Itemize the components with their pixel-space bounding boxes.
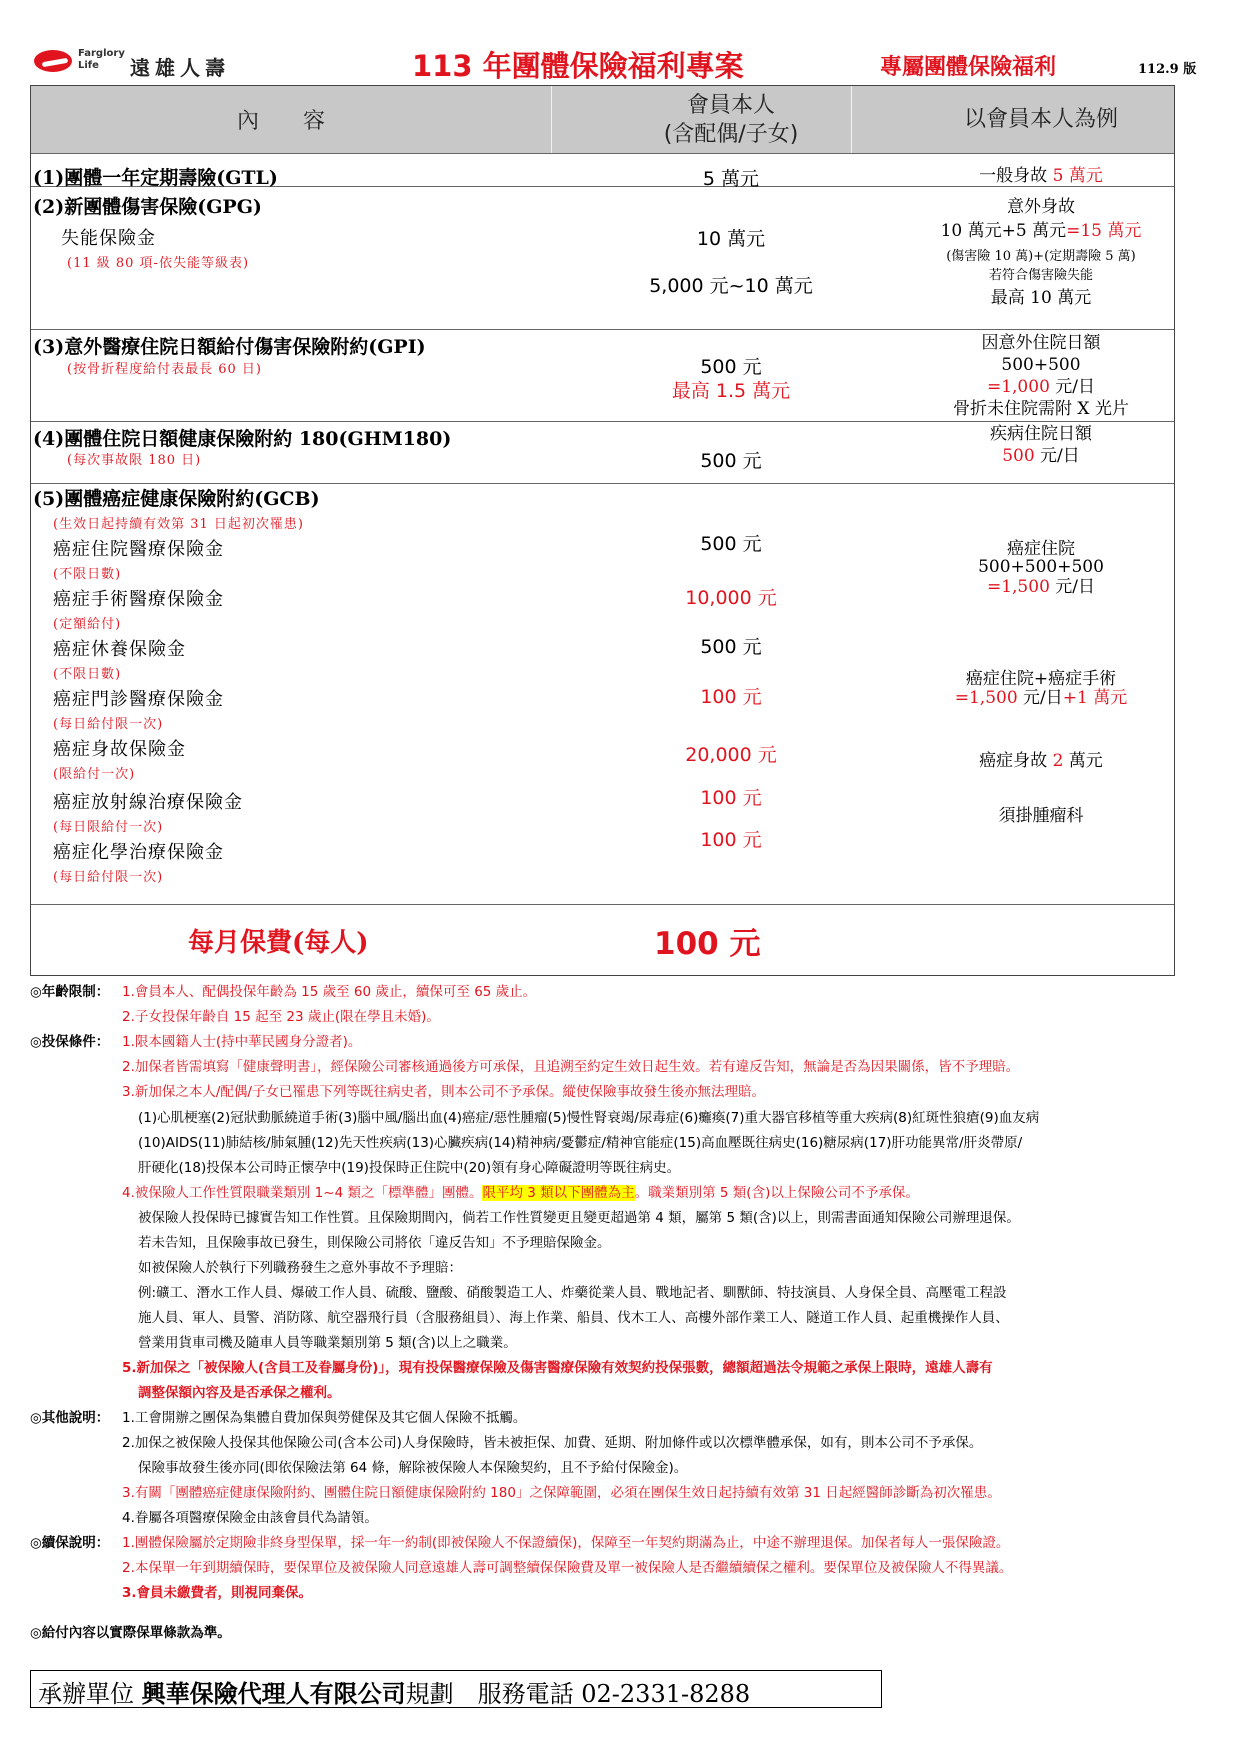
gcb-example-a2: 500+500+500 — [978, 557, 1104, 577]
cond-note-5b: 調整保額內容及是否承保之權利。 — [138, 1385, 341, 1401]
benefit-table — [30, 85, 1175, 976]
age-note-1: 1.會員本人、配偶投保年齡為 15 歲至 60 歲止，續保可至 65 歲止。 — [122, 984, 537, 1000]
other-note-4: 4.眷屬各項醫療保險金由該會員代為請領。 — [122, 1510, 378, 1526]
gpi-amount-2: 最高 1.5 萬元 — [671, 380, 791, 402]
gcb-example-a3: =1,500 元/日 — [986, 577, 1096, 597]
premium-label: 每月保費(每人) — [188, 928, 369, 958]
gtl-example: 一般身故 5 萬元 — [979, 166, 1103, 186]
gcb-example-c1: 癌症身故 2 萬元 — [979, 751, 1103, 771]
gtl-amount: 5 萬元 — [702, 168, 760, 190]
other-note-2b: 保險事故發生後亦同(即依保險法第 64 條，解除被保險人本保險契約，且不予給付保險金)。 — [138, 1460, 688, 1476]
footer-text: 承辦單位 興華保險代理人有限公司規劃 服務電話 02-2331-8288 — [38, 1679, 751, 1708]
renew-note-2: 2.本保單一年到期續保時，要保單位及被保險人同意遠雄人壽可調整續保保險費及單一被保險人是否繼續續保之權利。要保單位及被保險人不得異議。 — [122, 1560, 1013, 1576]
cond-note-5a: 5.新加保之「被保險人(含員工及眷屬身份)」，現有投保醫療保險及傷害醫療保險有效契約投保張數，總額超過法令規範之承保上限時，遠雄人壽有 — [122, 1360, 993, 1376]
version-label: 112.9 版 — [1138, 62, 1197, 77]
header-member-2: (含配偶/子女) — [663, 122, 799, 147]
gcb-item-amount: 100 元 — [700, 787, 762, 809]
gcb-example-b2: =1,500 元/日+1 萬元 — [954, 688, 1128, 708]
other-note-3: 3.有關「團體癌症健康保險附約、團體住院日額健康保險附約 180」之保障範圍，必須在團保生效日起持續有效第 31 日起經醫師診斷為初次罹患。 — [122, 1485, 1001, 1501]
ghm-title: (4)團體住院日額健康保險附約 180(GHM180) — [33, 428, 452, 450]
gcb-item-name: 癌症放射線治療保險金 — [53, 792, 243, 813]
cond-note-4g: 例:礦工、潛水工作人員、爆破工作人員、硫酸、鹽酸、硝酸製造工人、炸藥從業人員、戰地記者、馴獸師、特技演員、人身保全員、高壓電工程設 — [138, 1285, 1007, 1301]
cond-note-4d: 被保險人投保時已據實告知工作性質。且保險期間內，倘若工作性質變更且變更超過第 4 類，屬第 5 類(含)以上，則需書面通知保險公司辦理退保。 — [138, 1210, 1020, 1226]
gpi-title: (3)意外醫療住院日額給付傷害保險附約(GPI) — [33, 336, 426, 358]
ghm-example-1: 疾病住院日額 — [990, 424, 1092, 444]
gpg-title: (2)新團體傷害保險(GPG) — [33, 196, 262, 218]
table-header — [31, 86, 1174, 153]
cond-note-4i: 營業用貨車司機及隨車人員等職業類別第 5 類(含)以上之職業。 — [138, 1335, 517, 1351]
renew-note-1: 1.團體保險屬於定期險非終身型保單，採一年一約制(即被保險人不保證續保)，保障至一年契約期滿為止，中途不辦理退保。加保者每人一張保險證。 — [122, 1535, 1010, 1551]
final-note: ◎給付內容以實際保單條款為準。 — [30, 1625, 231, 1641]
cond-note-3b: (10)AIDS(11)肺結核/肺氣腫(12)先天性疾病(13)心臟疾病(14)精神病/憂鬱症/精神官能症(15)高血壓既往病史(16)糖尿病(17)肝功能異常/肝炎帶原/ — [138, 1135, 1023, 1151]
cond-note-3c: 肝硬化(18)投保本公司時正懷孕中(19)投保時正住院中(20)領有身心障礙證明等既往病史。 — [138, 1160, 681, 1176]
gcb-item-name: 癌症身故保險金 — [53, 739, 186, 760]
logo-mark-icon — [34, 50, 72, 72]
gcb-item-note: (定額給付) — [53, 617, 122, 632]
gcb-item-name: 癌症休養保險金 — [53, 639, 186, 660]
gcb-item-note: (每日給付限一次) — [53, 717, 164, 732]
gpi-amount-1: 500 元 — [700, 356, 762, 378]
gpi-example-1: 因意外住院日額 — [981, 333, 1101, 353]
gcb-item-note: (不限日數) — [53, 567, 122, 582]
gcb-item-note: (限給付一次) — [53, 767, 136, 782]
gtl-title: (1)團體一年定期壽險(GTL) — [33, 167, 278, 189]
header-content: 內 容 — [236, 109, 325, 134]
cond-note-1: 1.限本國籍人士(持中華民國身分證者)。 — [122, 1034, 362, 1050]
gpg-amount-1: 10 萬元 — [696, 228, 766, 250]
other-note-1: 1.工會開辦之團保為集體自費加保與勞健保及其它個人保險不抵觸。 — [122, 1410, 527, 1426]
logo-en-1: Farglory — [78, 48, 125, 59]
gcb-item-name: 癌症住院醫療保險金 — [53, 539, 224, 560]
renew-note-3: 3.會員未繳費者，則視同棄保。 — [122, 1585, 313, 1601]
ghm-example-2: 500 元/日 — [1002, 446, 1080, 466]
gcb-item-amount: 10,000 元 — [685, 587, 777, 609]
cond-note-4: 4.被保險人工作性質限職業類別 1~4 類之「標準體」團體。限平均 3 類以下團體為主。職業類別第 5 類(含)以上保險公司不予承保。 — [122, 1185, 919, 1201]
gpi-example-3: =1,000 元/日 — [986, 377, 1096, 397]
cond-note-4e: 若未告知，且保險事故已發生，則保險公司將依「違反告知」不予理賠保險金。 — [138, 1235, 611, 1251]
gcb-example-d1: 須掛腫瘤科 — [998, 806, 1084, 826]
ghm-note: (每次事故限 180 日) — [67, 453, 202, 468]
header-member-1: 會員本人 — [686, 93, 775, 118]
other-note-2a: 2.加保之被保險人投保其他保險公司(含本公司)人身保險時，皆未被拒保、加費、延期、附加條件或以次標準體承保，如有，則本公司不予承保。 — [122, 1435, 983, 1451]
gcb-example-a1: 癌症住院 — [1007, 539, 1075, 559]
cond-note-4h: 施人員、軍人、員警、消防隊、航空器飛行員（含服務組員）、海上作業、船員、伐木工人、高樓外部作業工人、隧道工作人員、起重機操作人員、 — [138, 1310, 1009, 1326]
gcb-item-amount: 20,000 元 — [685, 744, 777, 766]
gcb-example-b1: 癌症住院+癌症手術 — [965, 669, 1117, 689]
page-title: 113 年團體保險福利專案 — [412, 49, 744, 83]
cond-note-3: 3.新加保之本人/配偶/子女已罹患下列等既往病史者，則本公司不予承保。縱使保險事故發生後亦無法理賠。 — [122, 1084, 765, 1100]
gcb-title: (5)團體癌症健康保險附約(GCB) — [33, 488, 320, 510]
other-label: ◎其他說明： — [30, 1410, 110, 1426]
gpi-example-2: 500+500 — [1001, 355, 1081, 375]
gcb-item-amount: 500 元 — [700, 636, 762, 658]
gcb-item-note: (不限日數) — [53, 667, 122, 682]
gcb-item-amount: 100 元 — [700, 829, 762, 851]
logo-zh: 遠雄人壽 — [130, 56, 230, 80]
cond-note-2: 2.加保者皆需填寫「健康聲明書」，經保險公司審核通過後方可承保，且追溯至約定生效日起生效。若有違反告知，無論是否為因果關係，皆不予理賠。 — [122, 1059, 1020, 1075]
gcb-item-amount: 500 元 — [700, 533, 762, 555]
gpg-example-4: 若符合傷害險失能 — [988, 268, 1093, 283]
gcb-item-name: 癌症化學治療保險金 — [53, 842, 224, 863]
cond-note-3a: (1)心肌梗塞(2)冠狀動脈繞道手術(3)腦中風/腦出血(4)癌症/惡性腫瘤(5)慢性腎衰竭/尿毒症(6)癱瘓(7)重大器官移植等重大疾病(8)紅斑性狼瘡(9)血友病 — [138, 1110, 1040, 1126]
cond-note-4f: 如被保險人於執行下列職務發生之意外事故不予理賠： — [138, 1260, 462, 1276]
gpg-note: (11 級 80 項-依失能等級表) — [67, 256, 250, 271]
renew-label: ◎續保說明： — [30, 1535, 110, 1551]
gcb-item-name: 癌症門診醫療保險金 — [53, 689, 224, 710]
gpg-item: 失能保險金 — [61, 228, 156, 249]
page-subtitle: 專屬團體保險福利 — [880, 55, 1057, 80]
gcb-item-note: (每日給付限一次) — [53, 870, 164, 885]
gcb-item-note: (每日限給付一次) — [53, 820, 164, 835]
gpi-example-4: 骨折未住院需附 X 光片 — [953, 399, 1129, 419]
cond-label: ◎投保條件： — [30, 1034, 110, 1050]
gpg-example-2: 10 萬元+5 萬元=15 萬元 — [940, 221, 1142, 241]
gpg-example-1: 意外身故 — [1007, 197, 1075, 217]
gpi-note: (按骨折程度給付表最長 60 日) — [67, 362, 262, 377]
gpg-amount-2: 5,000 元~10 萬元 — [649, 275, 813, 297]
ghm-amount: 500 元 — [700, 450, 762, 472]
gcb-note: (生效日起持續有效第 31 日起初次罹患) — [53, 517, 304, 532]
age-label: ◎年齡限制： — [30, 984, 110, 1000]
header-example: 以會員本人為例 — [963, 107, 1118, 132]
gpg-example-5: 最高 10 萬元 — [990, 288, 1092, 308]
gcb-item-name: 癌症手術醫療保險金 — [53, 589, 224, 610]
age-note-2: 2.子女投保年齡自 15 起至 23 歲止(限在學且未婚)。 — [122, 1009, 440, 1025]
logo-en-2: Life — [78, 60, 99, 71]
gpg-example-3: (傷害險 10 萬)+(定期壽險 5 萬) — [946, 249, 1136, 264]
gcb-item-amount: 100 元 — [700, 686, 762, 708]
premium-value: 100 元 — [654, 926, 761, 962]
